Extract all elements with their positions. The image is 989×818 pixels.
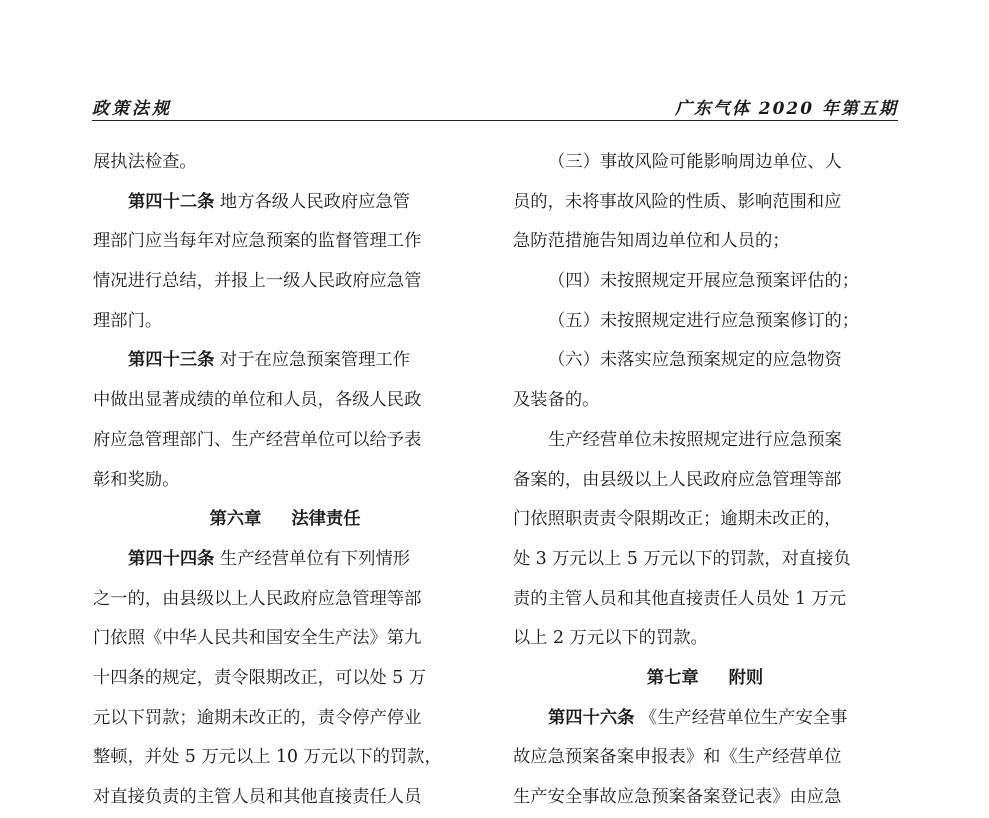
text-line: （六）未落实应急预案规定的应急物资 <box>548 350 842 371</box>
chapter-number: 第七章 <box>646 667 699 688</box>
text-span: 地方各级人民政府应急管 <box>219 191 411 212</box>
chapter-number: 第六章 <box>209 509 262 530</box>
section-title: 政策法规 <box>92 99 172 119</box>
text-line: 元以下罚款；逾期未改正的，责令停产停业 <box>93 707 422 728</box>
text-line: 彰和奖励。 <box>93 469 180 490</box>
text-line: 急防范措施告知周边单位和人员的； <box>513 231 790 252</box>
text-line: 理部门应当每年对应急预案的监督管理工作 <box>93 231 422 252</box>
chapter-7-heading <box>513 659 897 699</box>
chapter-6-heading <box>93 500 477 540</box>
text-line: 备案的，由县级以上人民政府应急管理等部 <box>513 469 842 490</box>
text-line: 生产经营单位未按照规定进行应急预案 <box>548 429 842 450</box>
article-44-line <box>93 540 477 580</box>
text-line: 及装备的。 <box>513 390 600 411</box>
text-line: 门依照职责责令限期改正；逾期未改正的， <box>513 509 842 530</box>
text-span: 对于在应急预案管理工作 <box>219 350 411 371</box>
text-line: 故应急预案备案申报表》和《生产经营单位 <box>513 747 842 768</box>
publication-title: 广东气体 2020 年第五期 <box>674 99 898 119</box>
page-header <box>92 94 898 121</box>
text-line: 员的，未将事故风险的性质、影响范围和应 <box>513 191 842 212</box>
text-line: 门依照《中华人民共和国安全生产法》第九 <box>93 628 422 649</box>
text-line: 之一的，由县级以上人民政府应急管理等部 <box>93 588 422 609</box>
text-line: 中做出显著成绩的单位和人员，各级人民政 <box>93 390 422 411</box>
text-line: （三）事故风险可能影响周边单位、人 <box>548 152 842 172</box>
text-line: 对直接负责的主管人员和其他直接责任人员 <box>93 787 422 807</box>
article-44-title: 第四十四条 <box>128 548 215 569</box>
right-column <box>513 143 897 818</box>
article-43-title: 第四十三条 <box>128 350 215 371</box>
text-line: 展执法检查。 <box>93 152 197 172</box>
article-43-line <box>93 341 477 381</box>
text-line: （五）未按照规定进行应急预案修订的； <box>548 310 860 331</box>
article-42-title: 第四十二条 <box>128 191 215 212</box>
text-span: 《生产经营单位生产安全事 <box>639 707 848 728</box>
text-line: 十四条的规定，责令限期改正，可以处 5 万 <box>93 667 427 688</box>
text-line: 生产安全事故应急预案备案登记表》由应急 <box>513 787 842 807</box>
text-span: 生产经营单位有下列情形 <box>219 548 411 569</box>
text-line: 整顿，并处 5 万元以上 10 万元以下的罚款， <box>93 747 442 768</box>
text-line: 以上 2 万元以下的罚款。 <box>513 628 708 649</box>
chapter-name: 附则 <box>728 667 764 688</box>
text-line: 责的主管人员和其他直接责任人员处 1 万元 <box>513 588 847 609</box>
article-46-title: 第四十六条 <box>548 707 635 728</box>
text-line: 处 3 万元以上 5 万元以下的罚款，对直接负 <box>513 548 851 569</box>
article-42-line <box>93 183 477 223</box>
article-46-line <box>513 699 897 739</box>
chapter-name: 法律责任 <box>291 509 361 530</box>
text-line: （四）未按照规定开展应急预案评估的； <box>548 271 860 292</box>
text-line: 理部门。 <box>93 310 163 331</box>
left-column <box>93 143 477 818</box>
text-line: 府应急管理部门、生产经营单位可以给予表 <box>93 429 422 450</box>
text-line: 情况进行总结，并报上一级人民政府应急管 <box>93 271 422 292</box>
